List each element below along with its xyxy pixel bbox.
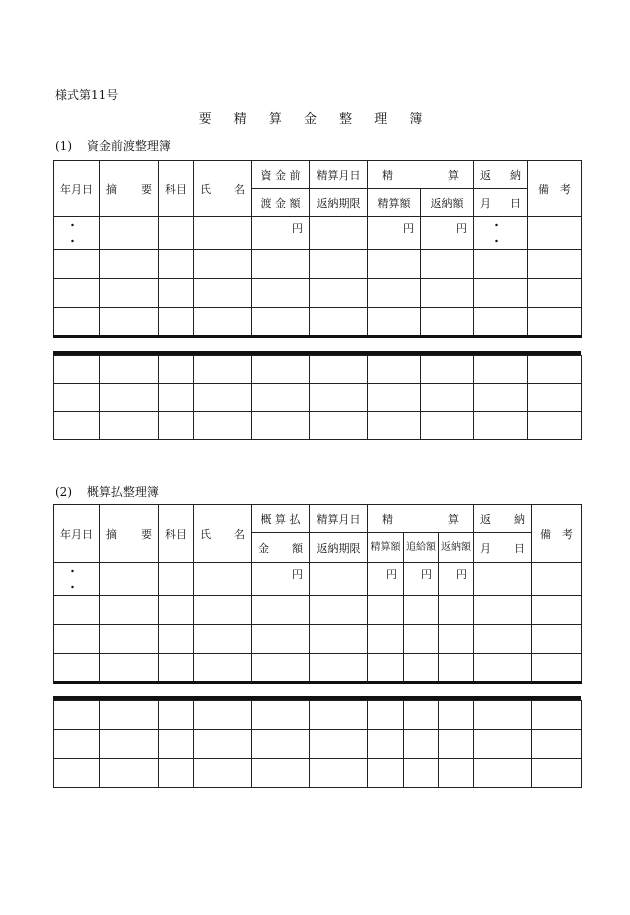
page-title: 要 精 算 金 整 理 簿 <box>198 112 432 127</box>
header-return-date: 月 日 <box>474 533 532 563</box>
section1-continuation-table <box>53 355 582 440</box>
header-due: 返納期限 <box>310 189 368 217</box>
table-row <box>54 563 582 596</box>
table-row <box>54 217 582 250</box>
header-settle-amount: 精算額 <box>368 533 404 563</box>
table-row <box>54 384 582 412</box>
header-subject: 科目 <box>159 161 194 217</box>
yen-unit: 円 <box>252 563 310 596</box>
header-settle-date: 精算月日 <box>310 505 368 533</box>
header-return: 返 納 <box>474 161 528 189</box>
header-approx-bottom: 金 額 <box>252 533 310 563</box>
section2-continuation-table <box>53 700 582 788</box>
header-approx-top: 概 算 払 <box>252 505 310 533</box>
form-number: 様式第11号 <box>55 88 119 102</box>
header-due: 返納期限 <box>310 533 368 563</box>
header-add-amount: 追給額 <box>404 533 439 563</box>
header-settle: 精 算 <box>368 505 474 533</box>
table-row <box>54 356 582 384</box>
yen-unit: 円 <box>439 563 474 596</box>
header-return-date: 月 日 <box>474 189 528 217</box>
header-return: 返 納 <box>474 505 532 533</box>
header-settle-date: 精算月日 <box>310 161 368 189</box>
section2-title: 概算払整理簿 <box>86 485 159 499</box>
header-settle: 精 算 <box>368 161 474 189</box>
header-return-amount: 返納額 <box>439 533 474 563</box>
header-remarks: 備 考 <box>532 505 582 563</box>
table-row <box>54 701 582 730</box>
table-row <box>54 596 582 625</box>
date-dots: ・ ・ <box>54 217 100 250</box>
cell[interactable] <box>159 217 194 250</box>
yen-unit: 円 <box>252 217 310 250</box>
yen-unit: 円 <box>368 217 421 250</box>
date-dots: ・ ・ <box>54 563 100 596</box>
header-summary: 摘 要 <box>100 505 159 563</box>
section2-number: (2) <box>55 485 72 499</box>
yen-unit: 円 <box>404 563 439 596</box>
table-row <box>54 250 582 279</box>
yen-unit: 円 <box>421 217 474 250</box>
header-subject: 科目 <box>159 505 194 563</box>
section1-title: 資金前渡整理簿 <box>86 139 171 153</box>
table-row <box>54 730 582 759</box>
table-row <box>54 279 582 308</box>
table-row <box>54 759 582 788</box>
section2-heading <box>55 483 159 500</box>
cell[interactable] <box>310 217 368 250</box>
header-name: 氏 名 <box>194 161 252 217</box>
header-advance-top: 資 金 前 <box>252 161 310 189</box>
table-row <box>54 654 582 683</box>
table-row <box>54 308 582 337</box>
header-date: 年月日 <box>54 161 100 217</box>
yen-unit: 円 <box>368 563 404 596</box>
cell[interactable] <box>528 217 582 250</box>
header-advance-bottom: 渡 金 額 <box>252 189 310 217</box>
return-date-dots: ・ ・ <box>474 217 528 250</box>
header-return-amount: 返納額 <box>421 189 474 217</box>
section1-number: (1) <box>55 139 72 153</box>
table-row <box>54 412 582 440</box>
section2-table <box>53 504 582 684</box>
header-date: 年月日 <box>54 505 100 563</box>
section1-table <box>53 160 582 338</box>
section1-heading <box>55 137 171 154</box>
table-row <box>54 625 582 654</box>
cell[interactable] <box>194 217 252 250</box>
header-remarks: 備 考 <box>528 161 582 217</box>
header-settle-amount: 精算額 <box>368 189 421 217</box>
cell[interactable] <box>100 217 159 250</box>
header-name: 氏 名 <box>194 505 252 563</box>
header-summary: 摘 要 <box>100 161 159 217</box>
